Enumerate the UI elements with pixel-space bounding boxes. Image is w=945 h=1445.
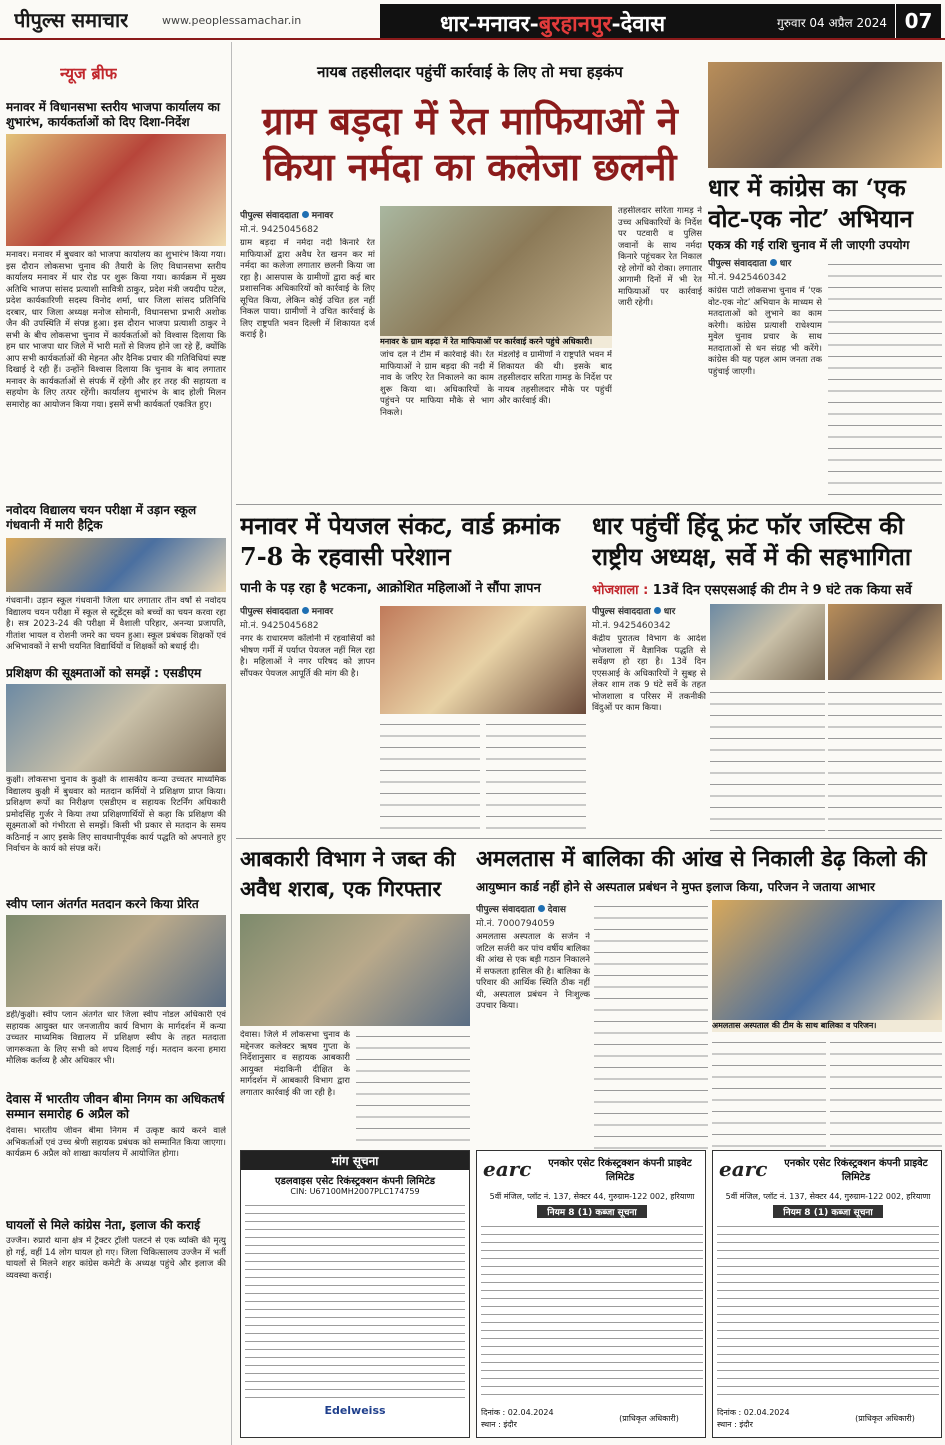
bhojshala-body: केंद्रीय पुरातत्व विभाग के आदेश भोजशाला में वैज्ञानिक पद्धति से सर्वेक्षण हो रहा है। 13वें दिन एएसआई के अधिकारियों ने सुबह से लेकर शाम तक 9 घंटे सर्वे के तहत भोजशाला व परिसर में तकनीकी विंदुओं पर काम किया। (592, 634, 706, 713)
water-phone: मो.नं. 9425045682 (240, 621, 319, 630)
main-body-1: ग्राम बड़दा में नर्मदा नदी किनारे रेत माफियाओं द्वारा अवैध रेत खनन कर मां नर्मदा का कलेजा लगातार छलनी किया जा रहा है। आसपास के ग्रामीणों द्वारा कई बार प्रशासनिक अधिकारियों को कार्रवाई के लिए सूचित किया, लेकिन कोई उचित हल नहीं निकल पाया। ग्रामीणों ने उचित कार्रवाई के लिए राष्ट्रपति भवन दिल्ली में शिकायत दर्ज कराई है। (240, 238, 375, 340)
issue-date: गुरुवार 04 अप्रैल 2024 (776, 16, 887, 30)
bhojshala-byline: पीपुल्स संवाददाता धार (592, 607, 676, 617)
main-body-2: जांच दल ने टीम में कार्रवाई की। रेत माफियाओं ने ग्राम बड़दा की नदी में नाव के जरिए रेत निकालने का काम शुरू किया था। अधिकारियों के पहुंचने पर माफिया मौके से भाग निकले। (380, 350, 494, 418)
liquor-body: देवास। जिले में लोकसभा चुनाव के मद्देनजर कलेक्टर ऋषव गुप्ता के निर्देशानुसार व सहायक आबकारी आयुक्त मंदाकिनी दीक्षित के मार्गदर्शन में आबकारी विभाग द्वारा लगातार कार्रवाई की जा रही है। (240, 1030, 350, 1098)
eye-body-3 (712, 1036, 826, 1150)
earc-place-2: स्थान : इंदौर (717, 1420, 753, 1429)
bhojshala-body-2 (710, 686, 825, 834)
congress-photo (708, 62, 942, 168)
brief-body-3: कुक्षी। लोकसभा चुनाव के कुक्षी के शासकीय कन्या उच्चतर माध्यमिक विद्यालय कुक्षी में बुधवार को मतदान कर्मियों ने प्रशिक्षण प्राप्त किया। प्रशिक्षण रूपों का निरीक्षण एसडीएम व सहायक रिटर्निंग अधिकारी प्रमोदसिंह गुर्जर ने किया तथा प्रशिक्षणार्थियों से कहा कि प्रशिक्षण की सूक्ष्मताओं को गंभीरता से समझें। किसी भी प्रकार से मतदान के समय कठिनाई न आए इसके लिए सावधानीपूर्वक कार्य पद्धति को अपनाते हुए निर्वाचन के कार्य को संपन्न करें। (6, 775, 226, 854)
bjp-office-photo (6, 134, 226, 246)
brief-body-1: मनावर। मनावर में बुधवार को भाजपा कार्यालय का शुभारंभ किया गया। इस दौरान लोकसभा चुनाव की तैयारी के लिए विधानसभा स्तरीय कार्यालय मनावर में धार रोड पर शुरू किया गया। कार्यक्रम में मुख्य अतिथि भाजपा सांसद प्रत्याशी सावित्री ठाकुर, प्रदेश मंत्री जयदीप पटेल, प्रदेश कार्यकारिणी सदस्य विनोद शर्मा, धार जिला सांसद प्रतिनिधि दरबार, धार जिला अध्यक्ष मनोज सोमानी, विधानसभा प्रभारी अशोक जैन की उपस्थिति में संपन्न हुआ। इस दौरान भाजपा प्रत्याशी ठाकुर ने सभी के बीच लोकसभा चुनाव में कार्यकर्ताओं को विश्वास दिलाया कि हम धार भाजपा धार जिले में भारी मतों से विजय होने जा रहे हैं, क्योंकि आप सभी कार्यकर्ताओं की मेहनत और दैनिक प्रचार की गतिविधियां स्पष्ट दिखाई दे रही हैं। उन्होंने विश्वास दिलाया कि चुनाव के बाद लगातार मनावर के कार्यकर्ताओं से संपर्क में रहेंगी और हर तरह की सहायता व सहयोग के लिए तत्पर रहेंगी। कार्यालय शुभारंभ के बाद होली मिलन समारोह का आयोजन किया गया। इसमें सभी कार्यकर्ता एकत्रित हुए। (6, 250, 226, 410)
liquor-seizure-photo (240, 914, 470, 1026)
congress-phone: मो.नं. 9425460342 (708, 273, 787, 282)
water-deck: पानी के पड़ रहा है भटकना, आक्रोशित महिलाओं ने सौंपा ज्ञापन (240, 581, 541, 596)
masthead (0, 0, 945, 40)
eye-byline: पीपुल्स संवाददाता देवास (476, 905, 566, 915)
bhojshala-headline: धार पहुंचीं हिंदू फ्रंट फॉर जस्टिस की राष्ट्रीय अध्यक्ष, सर्वे में की सहभागिता (592, 511, 912, 571)
earc-company-2: एनकोर एसेट रिकंस्ट्रक्शन कंपनी प्राइवेट लिमिटेड (784, 1158, 928, 1183)
earc-possession-notice-2 (712, 1150, 942, 1438)
bhojshala-deck: भोजशाला : 13वें दिन एसएसआई की टीम ने 9 घंटे तक किया सर्वे (592, 583, 912, 598)
eye-deck: आयुष्मान कार्ड नहीं होने से अस्पताल प्रबंधन ने मुफ्त इलाज किया, परिजन ने जताया आभार (476, 880, 875, 894)
water-headline: मनावर में पेयजल संकट, वार्ड क्रमांक 7-8 के रहवासी परेशान (240, 511, 560, 571)
water-body: नगर के राधारमण कॉलोनी में रहवासियों को भीषण गर्मी में पर्याप्त पेयजल नहीं मिल रहा है। महिलाओं ने नगर परिषद को ज्ञापन सौंपकर पेयजल आपूर्ति की मांग की है। (240, 634, 375, 679)
liquor-body-2 (356, 1030, 470, 1150)
news-brief-tag: न्यूज ब्रीफ (60, 64, 118, 83)
main-photo-caption: मनावर के ग्राम बड़दा में रेत माफियाओं पर कार्रवाई करने पहुंचे अधिकारी। (380, 336, 612, 348)
brief-body-2: गंधवानी। उड़ान स्कूल गंधवानी जिला धार लगातार तीन वर्षों से नवोदय विद्यालय चयन परीक्षा में स्कूल से स्टूडेंट्स को बच्चों का चयन करवा रहा है। सत्र 2023-24 की परीक्षा में वैशाली परिहार, अनन्या प्रजापति, गीतांश भायल व रोशनी जमरे का चयन हुआ। स्कूल प्रबंधक शिक्षकों एवं अभिभावकों ने सभी चयनित विद्यार्थियों व शिक्षकों को बधाई दी। (6, 596, 226, 652)
brief-headline-3: प्रशिक्षण की सूक्ष्मताओं को समझें : एसडीएम (6, 666, 202, 680)
eye-body-2 (594, 900, 708, 1150)
water-byline: पीपुल्स संवाददाता मनावर (240, 607, 334, 617)
brief-body-4: डही/कुक्षी। स्वीप प्लान अंतर्गत धार जिला स्वीप नोडल अधिकारी एवं सहायक आयुक्त धार जनजातीय कार्य विभाग के मार्गदर्शन में कन्या उच्चतर माध्यमिक विद्यालय में प्रशिक्षण स्वीप के तहत मतदाता जागरूकता के लिए सभी को शपथ दिलाई गई। मतदान करना हमारा मौलिक कर्तव्य है और अधिकार भी। (6, 1010, 226, 1066)
earc-officer-1: (प्राधिकृत अधिकारी) (619, 1414, 679, 1423)
section-divider (236, 838, 942, 839)
training-photo (6, 684, 226, 772)
women-protest-photo (380, 606, 586, 714)
main-headline: ग्राम बड़दा में रेत माफियाओं ने किया नर्मदा का कलेजा छलनी (262, 98, 678, 189)
earc-notice-type-1: नियम 8 (1) कब्जा सूचना (537, 1205, 647, 1218)
earc-notice-text-2 (717, 1221, 939, 1401)
eye-body: अमलतास अस्पताल के सर्जन ने जटिल सर्जरी कर पांच वर्षीय बालिका की आंख से एक बड़ी गठान निकालने में सफलता हासिल की है। बालिका के परिवार की आर्थिक स्थिति ठीक नहीं थी, अस्पताल प्रबंधन ने निःशुल्क उपचार किया। (476, 932, 590, 1011)
earc-company-1: एनकोर एसेट रिकंस्ट्रक्शन कंपनी प्राइवेट लिमिटेड (548, 1158, 692, 1183)
brief-headline-4: स्वीप प्लान अंतर्गत मतदान करने किया प्रेरित (6, 897, 199, 911)
edelweiss-notice-title: मांग सूचना (241, 1151, 469, 1170)
students-photo (6, 538, 226, 592)
newspaper-logo: पीपुल्स समाचार (14, 8, 129, 32)
earc-notice-text-1 (481, 1221, 703, 1401)
congress-byline: पीपुल्स संवाददाता धार (708, 259, 792, 269)
brief-headline-5: देवास में भारतीय जीवन बीमा निगम का अधिकतर्ष सम्मान समारोह 6 अप्रैल को (6, 1092, 225, 1121)
website-url[interactable]: www.peoplessamachar.in (162, 14, 302, 27)
earc-address-2: 5वीं मंजिल, प्लॉट नं. 137, सेक्टर 44, गुरुग्राम-122 002, हरियाणा (725, 1192, 931, 1201)
sand-mining-photo (380, 206, 612, 336)
main-body-3: मंडलोई व ग्रामीणों ने राष्ट्रपति भवन में शिकायत की थी। इसके बाद तहसीलदार सरिता गामड़ के निर्देश पर नायब तहसीलदार मौके पर पहुंचीं और कार्रवाई की। (498, 350, 612, 406)
earc-logo-1: earc (483, 1157, 532, 1181)
section-bar (380, 4, 895, 38)
bhojshala-photo-1 (710, 604, 825, 680)
earc-logo-2: earc (719, 1157, 768, 1181)
byline-dot-icon (302, 607, 309, 614)
brief-headline-2: नवोदय विद्यालय चयन परीक्षा में उड़ान स्कूल गंधवानी में मारी हैट्रिक (6, 503, 197, 532)
eye-body-4 (830, 1036, 942, 1150)
earc-date-2: दिनांक : 02.04.2024 (717, 1408, 790, 1417)
byline-dot-icon (770, 259, 777, 266)
earc-officer-2: (प्राधिकृत अधिकारी) (855, 1414, 915, 1423)
brief-body-6: उज्जैन। रुप्रारो थाना क्षेत्र में ट्रैक्टर ट्रॉली पलटने से एक व्यक्ति की मृत्यु हो गई, वहीं 14 लोग घायल हो गए। जिला चिकित्सालय उज्जैन में भर्ती घायलों से मिलने शहर कांग्रेस कमेटी के अध्यक्ष पहुंचे और इलाज की व्यवस्था कराई। (6, 1236, 226, 1281)
eye-photo-caption: अमलतास अस्पताल की टीम के साथ बालिका व परिजन। (712, 1020, 942, 1032)
main-byline: पीपुल्स संवाददाता मनावर (240, 211, 334, 221)
brief-headline-6: घायलों से मिले कांग्रेस नेता, इलाज की कराई (6, 1218, 201, 1232)
earc-address-1: 5वीं मंजिल, प्लॉट नं. 137, सेक्टर 44, गुरुग्राम-122 002, हरियाणा (489, 1192, 695, 1201)
edelweiss-logo: Edelweiss (324, 1404, 386, 1417)
liquor-headline: आबकारी विभाग ने जब्त की अवैध शराब, एक गिरफ्तार (240, 846, 456, 901)
edelweiss-demand-notice (240, 1150, 470, 1438)
section-divider (236, 504, 942, 505)
main-body-4: तहसीलदार सरिता गामड़ ने उच्च अधिकारियों के निर्देश पर पटवारी व पुलिस जवानों के साथ नर्मदा किनारे पहुंचकर रेत निकाल रहे लोगों को रोका। लगातार आगामी दिनों में भी रेत माफियाओं पर कार्रवाई जारी रहेगी। (618, 206, 702, 308)
byline-dot-icon (538, 905, 545, 912)
bhojshala-phone: मो.नं. 9425460342 (592, 621, 671, 630)
water-body-2 (380, 718, 480, 834)
brief-body-5: देवास। भारतीय जीवन बीमा निगम में उत्कृष्ट कार्य करने वाले अभिकर्ताओं एवं उच्च श्रेणी सहायक प्रबंधक को सम्मानित किया जाएगा। कार्यक्रम 6 अप्रैल को शाखा कार्यालय में आयोजित होगा। (6, 1126, 226, 1159)
main-phone: मो.नं. 9425045682 (240, 225, 319, 234)
earc-possession-notice-1 (476, 1150, 706, 1438)
congress-deck: एकत्र की गई राशि चुनाव में ली जाएगी उपयोग (708, 238, 910, 252)
earc-date-1: दिनांक : 02.04.2024 (481, 1408, 554, 1417)
main-kicker: नायब तहसीलदार पहुंचीं कार्रवाई के लिए तो मचा हड़कंप (317, 63, 623, 81)
amaltas-hospital-photo (712, 900, 942, 1020)
edelweiss-notice-text (245, 1200, 465, 1400)
earc-notice-type-2: नियम 8 (1) कब्जा सूचना (773, 1205, 883, 1218)
congress-body-1: कांग्रेस पार्टी लोकसभा चुनाव में ‘एक वोट-एक नोट’ अभियान के माध्यम से मतदाताओं को लुभाने का काम करेगी। कांग्रेस प्रत्याशी राधेश्याम मुवेल चुनाव प्रचार के साथ मतदाताओं से धन संग्रह भी करेंगे। कांग्रेस की यह पहल आम जनता तक पहुंचाई जाएगी। (708, 286, 822, 377)
section-title: धार-मनावर-बुरहानपुर-देवास (440, 11, 666, 37)
edelweiss-cin: CIN: U67100MH2007PLC174759 (290, 1187, 420, 1196)
byline-dot-icon (302, 211, 309, 218)
earc-place-1: स्थान : इंदौर (481, 1420, 517, 1429)
bhojshala-photo-2 (828, 604, 942, 680)
eye-phone: मो.नं. 7000794059 (476, 919, 555, 928)
page-number: 07 (896, 4, 941, 38)
edelweiss-company: एडलवाइस एसेट रिकंस्ट्रक्शन कंपनी लिमिटेड (274, 1176, 436, 1187)
bhojshala-body-3 (828, 686, 942, 834)
brief-headline-1: मनावर में विधानसभा स्तरीय भाजपा कार्यालय का शुभारंभ, कार्यकर्ताओं को दिए दिशा-निर्देश (6, 100, 221, 129)
sweep-plan-photo (6, 915, 226, 1007)
byline-dot-icon (654, 607, 661, 614)
water-body-3 (486, 718, 586, 834)
congress-headline: धार में कांग्रेस का ‘एक वोट-एक नोट’ अभियान (708, 173, 913, 233)
eye-headline: अमलतास में बालिका की आंख से निकाली डेढ़ किलो की (476, 846, 927, 872)
congress-body-2 (828, 258, 942, 500)
